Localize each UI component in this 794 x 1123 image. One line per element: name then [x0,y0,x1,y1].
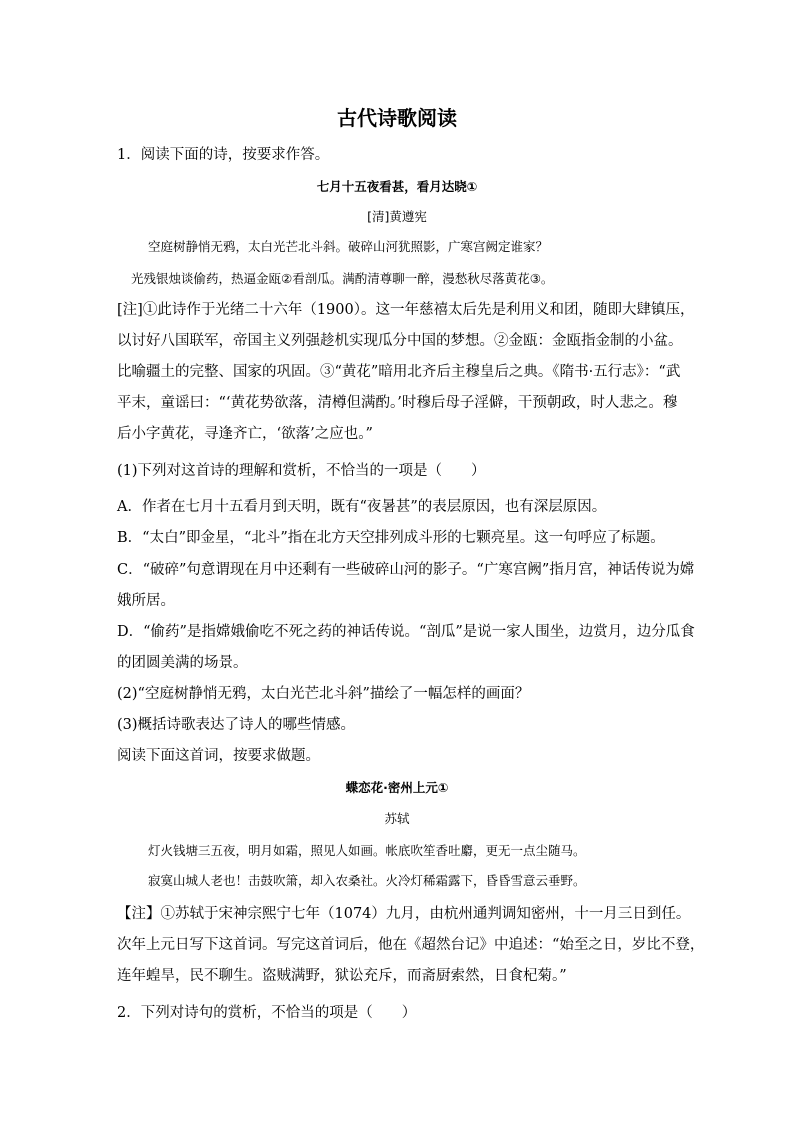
page-title: 古代诗歌阅读 [337,106,457,130]
q2-poem-line-1: 灯火钱塘三五夜，明月如霜，照见人如画。帐底吹笙香吐麝，更无一点尘随马。 [148,843,586,858]
q1-option-c-cont: 娥所居。 [117,593,175,609]
q1-note-line-2: 以讨好八国联军，帝国主义列强趁机实现瓜分中国的梦想。②金瓯：金瓯指金制的小盆。 [117,333,683,349]
q1-option-d-cont: 的团圆美满的场景。 [117,655,248,671]
q2-note-line-3: 连年蝗旱，民不聊生。盗贼满野，狱讼充斥，而斋厨索然，日食杞菊。” [117,968,567,984]
q1-option-b: B．“太白”即金星，“北斗”指在北方天空排列成斗形的七颗亮星。这一句呼应了标题。 [117,530,665,546]
q2-poem-author: 苏轼 [384,811,410,826]
q2-note-line-1: 【注】①苏轼于宋神宗熙宁七年（1074）九月，由杭州通判调知密州，十一月三日到任。 [117,906,691,922]
q1-note-line-3: 比喻疆土的完整、国家的巩固。③“黄花”暗用北齐后主穆皇后之典。《隋书·五行志》：“武 [117,364,681,380]
q1-poem-author: [清]黄遵宪 [367,209,427,224]
q1-sub-question-3: (3)概括诗歌表达了诗人的哪些情感。 [117,717,356,733]
q1-option-a: A．作者在七月十五看月到天明，既有“夜暑甚”的表层原因，也有深层原因。 [117,499,607,515]
q1-option-c: C．“破碎”句意谓现在月中还剩有一些破碎山河的影子。“广寒宫阙”指月宫，神话传说为嫦 [117,562,695,578]
q2-question: 2．下列对诗句的赏析，不恰当的项是（ ） [117,1005,417,1021]
q1-sub-question-1: (1)下列对这首诗的理解和赏析，不恰当的一项是（ ） [117,463,486,479]
q1-poem-line-2: 光残银烛谈偷药，热逼金瓯②看剖瓜。满酌清尊聊一醉，漫愁秋尽落黄花③。 [131,271,554,286]
q1-sub-question-2: (2)“空庭树静悄无鸦，太白光芒北斗斜”描绘了一幅怎样的画面？ [117,686,530,702]
q1-note-line-1: [注]①此诗作于光绪二十六年（1900）。这一年慈禧太后先是利用义和团，随即大肆镇压， [117,302,695,318]
q1-poem-title: 七月十五夜看甚，看月达晓① [316,179,478,194]
q2-prompt: 阅读下面这首词，按要求做题。 [117,748,320,764]
q2-poem-title: 蝶恋花·密州上元① [345,780,449,795]
q1-option-d: D．“偷药”是指嫦娥偷吃不死之药的神话传说。“剖瓜”是说一家人围坐，边赏月，边分瓜食 [117,624,695,640]
q1-prompt: 1．阅读下面的诗，按要求作答。 [117,147,330,163]
q2-poem-line-2: 寂寞山城人老也！击鼓吹箫，却入农桑社。火冷灯稀霜露下，昏昏雪意云垂野。 [148,873,586,888]
q2-note-line-2: 次年上元日写下这首词。写完这首词后，他在《超然台记》中追述：“始至之日，岁比不登， [117,937,705,953]
q1-note-line-4: 平末，童谣曰：“‘黄花势欲落，清樽但满酌。’时穆后母子淫僻，干预朝政，时人悲之。穆 [117,395,678,411]
q1-note-line-5: 后小字黄花，寻逢齐亡，‘欲落’之应也。” [117,426,373,442]
q1-poem-line-1: 空庭树静悄无鸦，太白光芒北斗斜。破碎山河犹照影，广寒宫阙定谁家？ [148,239,549,254]
